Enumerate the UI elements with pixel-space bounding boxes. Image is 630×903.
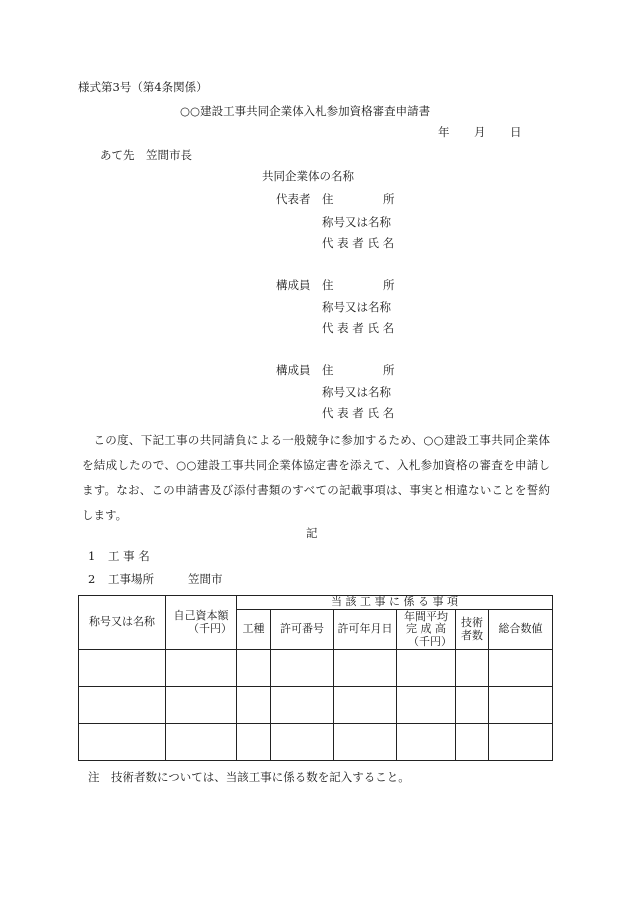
cell-engineers[interactable] — [456, 650, 489, 687]
cell-permit-number[interactable] — [271, 650, 334, 687]
footnote: 注 技術者数については、当該工事に係る数を記入すること。 — [88, 770, 410, 784]
header-annual-average-line1: 年間平均 — [404, 609, 448, 623]
header-engineers — [456, 610, 489, 650]
address-label-a: 住 — [322, 363, 334, 377]
cell-company-name[interactable] — [79, 687, 166, 724]
table-row — [79, 650, 553, 687]
jv-name-label: 共同企業体の名称 — [262, 169, 354, 183]
cell-engineers[interactable] — [456, 724, 489, 761]
rep-name-label: 代 表 者 氏 名 — [322, 321, 395, 335]
form-number: 様式第3号（第4条関係） — [78, 80, 208, 94]
rep-name-label: 代 表 者 氏 名 — [322, 236, 395, 250]
date-year: 年 — [438, 125, 450, 139]
cell-total-score[interactable] — [489, 687, 553, 724]
header-group: 当 該 工 事 に 係 る 事 項 — [237, 596, 553, 610]
cell-annual-average[interactable] — [397, 650, 456, 687]
rep-name-label: 代 表 者 氏 名 — [322, 406, 395, 420]
body-paragraph: この度、下記工事の共同請負による一般競争に参加するため、○○建設工事共同企業体を結成したので、○○建設工事共同企業体協定書を添えて、入札参加資格の審査を申請します。なお、この申請書及び添付書類のすべての記載事項は、事実と相違ないことを誓約します。 — [82, 433, 550, 522]
header-annual-average-unit: （千円） — [408, 634, 452, 648]
cell-capital[interactable] — [166, 650, 237, 687]
cell-engineers[interactable] — [456, 687, 489, 724]
cell-work-type[interactable] — [237, 687, 271, 724]
table-row — [79, 687, 553, 724]
item-number: 2 — [88, 572, 96, 586]
header-engineers-line2: 者数 — [461, 628, 483, 642]
cell-permit-date[interactable] — [334, 687, 397, 724]
address-label-b: 所 — [383, 278, 395, 292]
cell-total-score[interactable] — [489, 650, 553, 687]
addressee: あて先 笠間市長 — [100, 148, 192, 162]
cell-annual-average[interactable] — [397, 687, 456, 724]
company-name-label: 称号又は名称 — [322, 300, 391, 314]
header-annual-average-line2: 完 成 高 — [406, 622, 446, 636]
member2-role: 構成員 — [276, 363, 311, 377]
cell-company-name[interactable] — [79, 724, 166, 761]
company-name-label: 称号又は名称 — [322, 385, 391, 399]
cell-work-type[interactable] — [237, 724, 271, 761]
representative-role: 代表者 — [276, 192, 311, 206]
header-permit-date: 許可年月日 — [334, 610, 397, 650]
item-label: 工事場所 — [108, 572, 154, 586]
item-label: 工 事 名 — [108, 549, 150, 563]
header-permit-number: 許可番号 — [271, 610, 334, 650]
date-month: 月 — [474, 125, 486, 139]
address-label-a: 住 — [322, 192, 334, 206]
header-total-score: 総合数値 — [489, 610, 553, 650]
header-annual-average — [397, 610, 456, 650]
form-title: ○○建設工事共同企業体入札参加資格審査申請書 — [180, 104, 431, 118]
cell-permit-date[interactable] — [334, 724, 397, 761]
cell-company-name[interactable] — [79, 650, 166, 687]
address-label-b: 所 — [383, 363, 395, 377]
cell-permit-number[interactable] — [271, 724, 334, 761]
cell-total-score[interactable] — [489, 724, 553, 761]
ki-label: 記 — [306, 526, 318, 540]
cell-capital[interactable] — [166, 687, 237, 724]
company-name-label: 称号又は名称 — [322, 215, 391, 229]
header-capital-line1: 自己資本額 — [173, 608, 229, 622]
item-value: 笠間市 — [188, 572, 223, 586]
header-engineers-line1: 技術 — [461, 615, 483, 629]
header-work-type: 工種 — [237, 610, 271, 650]
cell-permit-number[interactable] — [271, 687, 334, 724]
member1-role: 構成員 — [276, 278, 311, 292]
table-header-row — [79, 596, 553, 610]
table-row — [79, 724, 553, 761]
header-capital — [166, 596, 237, 650]
address-label-a: 住 — [322, 278, 334, 292]
member-info-table — [78, 595, 553, 761]
header-company-name: 称号又は名称 — [79, 596, 166, 650]
cell-capital[interactable] — [166, 724, 237, 761]
address-label-b: 所 — [383, 192, 395, 206]
cell-permit-date[interactable] — [334, 650, 397, 687]
cell-work-type[interactable] — [237, 650, 271, 687]
item-number: 1 — [88, 549, 96, 563]
header-capital-unit: （千円） — [188, 621, 232, 635]
date-day: 日 — [510, 125, 522, 139]
cell-annual-average[interactable] — [397, 724, 456, 761]
